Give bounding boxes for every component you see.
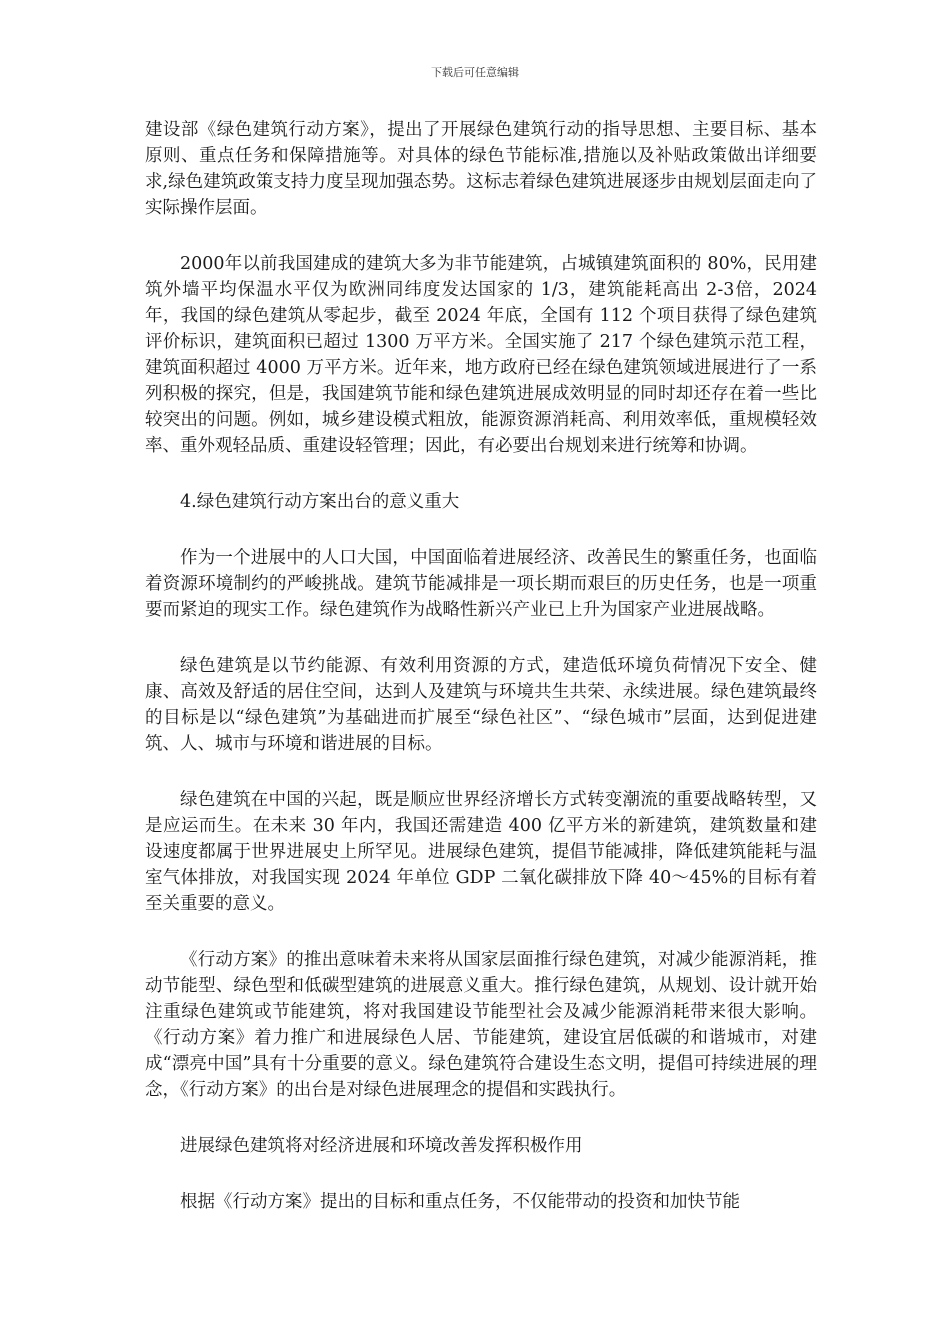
paragraph-1: 建设部《绿色建筑行动方案》，提出了开展绿色建筑行动的指导思想、主要目标、基本原则、重点任务和保障措施等。对具体的绿色节能标准,措施以及补贴政策做出详细要求,绿色建筑政策支持力度呈现加强态势。这标志着绿色建筑进展逐步由规划层面走向了实际操作层面。 bbox=[145, 120, 817, 218]
subsection-heading: 进展绿色建筑将对经济进展和环境改善发挥积极作用 bbox=[180, 1136, 583, 1156]
paragraph-6: 《行动方案》的推出意味着未来将从国家层面推行绿色建筑，对减少能源消耗，推动节能型、绿色型和低碳型建筑的进展意义重大。推行绿色建筑，从规划、设计就开始注重绿色建筑或节能建筑，将对我国建设节能型社会及减少能源消耗带来很大影响。《行动方案》着力推广和进展绿色人居、节能建筑，建设宜居低碳的和谐城市，对建成“漂亮中国”具有十分重要的意义。绿色建筑符合建设生态文明，提倡可持续进展的理念，《行动方案》的出台是对绿色进展理念的提倡和实践执行。 bbox=[145, 950, 817, 1100]
paragraph-3: 作为一个进展中的人口大国，中国面临着进展经济、改善民生的繁重任务，也面临着资源环境制约的严峻挑战。建筑节能减排是一项长期而艰巨的历史任务，也是一项重要而紧迫的现实工作。绿色建筑作为战略性新兴产业已上升为国家产业进展战略。 bbox=[145, 548, 817, 620]
page-header-note: 下载后可任意编辑 bbox=[431, 66, 519, 79]
paragraph-4: 绿色建筑是以节约能源、有效利用资源的方式，建造低环境负荷情况下安全、健康、高效及舒适的居住空间，达到人及建筑与环境共生共荣、永续进展。绿色建筑最终的目标是以“绿色建筑”为基础进而扩展至“绿色社区”、“绿色城市”层面，达到促进建筑、人、城市与环境和谐进展的目标。 bbox=[145, 656, 817, 754]
paragraph-7: 根据《行动方案》提出的目标和重点任务，不仅能带动的投资和加快节能 bbox=[180, 1192, 740, 1212]
section-heading: 4.绿色建筑行动方案出台的意义重大 bbox=[180, 492, 460, 512]
paragraph-2: 2000年以前我国建成的建筑大多为非节能建筑，占城镇建筑面积的 80%，民用建筑外墙平均保温水平仅为欧洲同纬度发达国家的 1/3，建筑能耗高出 2-3倍，2024 年，我国的绿色建筑从零起步，截至 2024 年底，全国有 112 个项目获得了绿色建筑评价标识，建筑面积已超过 1300 万平方米。全国实施了 217 个绿色建筑示范工程，建筑面积超过 4000 万平方米。近年来，地方政府已经在绿色建筑领域进展进行了一系列积极的探究，但是，我国建筑节能和绿色建筑进展成效明显的同时却还存在着一些比较突出的问题。例如，城乡建设模式粗放，能源资源消耗高、利用效率低，重规模轻效率、重外观轻品质、重建设轻管理；因此，有必要出台规划来进行统筹和协调。 bbox=[145, 254, 817, 456]
document-body bbox=[145, 117, 817, 1245]
paragraph-5: 绿色建筑在中国的兴起，既是顺应世界经济增长方式转变潮流的重要战略转型，又是应运而生。在未来 30 年内，我国还需建造 400 亿平方米的新建筑，建筑数量和建设速度都属于世界进展史上所罕见。进展绿色建筑，提倡节能减排，降低建筑能耗与温室气体排放，对我国实现 2024 年单位 GDP 二氧化碳排放下降 40～45%的目标有着至关重要的意义。 bbox=[145, 790, 817, 914]
